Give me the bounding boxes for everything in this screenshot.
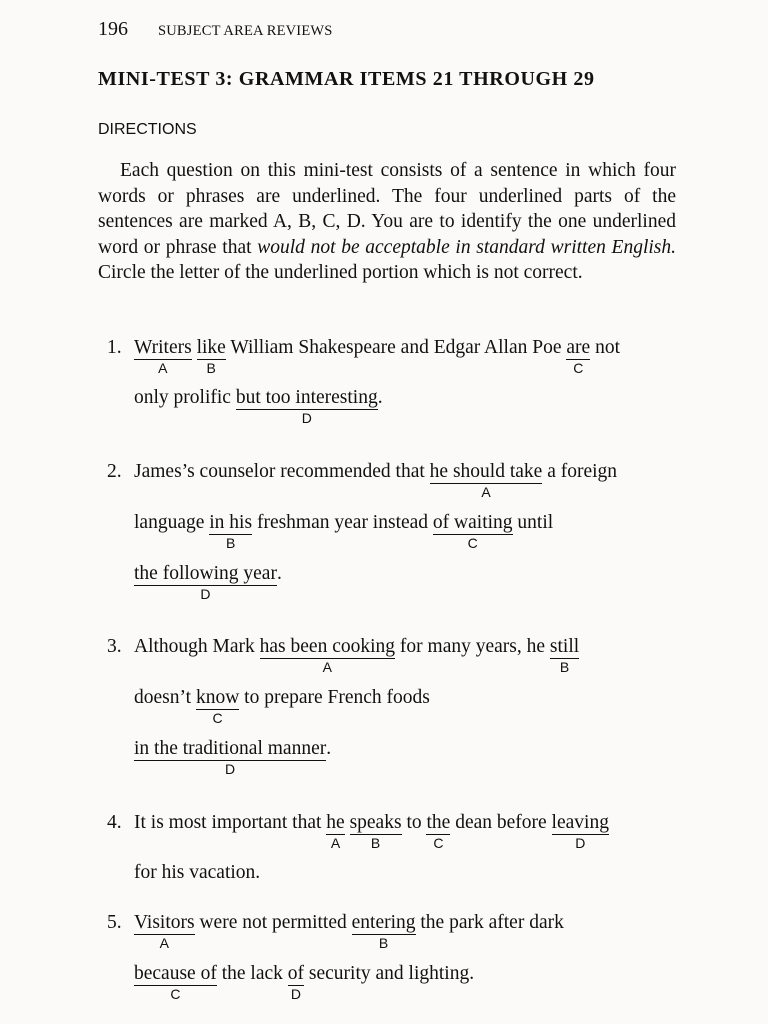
underlined-option-b[interactable]: like B xyxy=(196,337,226,376)
option-letter: D xyxy=(225,761,236,777)
option-letter: B xyxy=(559,659,570,675)
question-line xyxy=(134,738,332,777)
sentence-text: James’s counselor recommended that xyxy=(134,461,430,482)
option-letter: D xyxy=(301,410,312,426)
sentence-text: for his vacation. xyxy=(134,862,261,883)
underlined-option-d[interactable]: but too interesting D xyxy=(235,387,378,426)
directions-label: DIRECTIONS xyxy=(98,121,197,138)
option-letter: A xyxy=(481,484,491,500)
question-number: 5. xyxy=(107,912,122,933)
question-line xyxy=(134,812,609,851)
sentence-text: doesn’t xyxy=(134,687,196,708)
directions-emphasis: would not be acceptable in standard written English. xyxy=(257,236,676,258)
option-letter: B xyxy=(378,935,389,951)
question-line xyxy=(134,636,580,675)
sentence-text: security and lighting. xyxy=(304,963,475,984)
sentence-text: . xyxy=(276,563,282,584)
underlined-option-d[interactable]: the following year D xyxy=(134,563,277,602)
question-line xyxy=(134,461,618,500)
question-number: 4. xyxy=(107,812,122,833)
underlined-option-b[interactable]: speaks B xyxy=(349,812,402,851)
question-number: 1. xyxy=(107,337,122,358)
underlined-option-d[interactable]: leaving D xyxy=(551,812,609,851)
option-letter: B xyxy=(370,835,381,851)
sentence-text: were not permitted xyxy=(194,912,352,933)
question-line xyxy=(134,337,620,376)
sentence-text: a foreign xyxy=(542,461,618,482)
underlined-option-b[interactable]: entering B xyxy=(351,912,416,951)
sentence-text: for many years, he xyxy=(395,636,550,657)
sentence-text: . xyxy=(377,387,383,408)
sentence-text: dean before xyxy=(450,812,552,833)
underlined-option-d[interactable]: of D xyxy=(287,963,305,1002)
option-letter: C xyxy=(212,710,223,726)
sentence-text: William Shakespeare and Edgar Allan Poe xyxy=(225,337,567,358)
underlined-option-c[interactable]: of waiting C xyxy=(432,512,513,551)
sentence-text: freshman year instead xyxy=(252,512,433,533)
question-number: 3. xyxy=(107,636,122,657)
question-line xyxy=(134,912,564,951)
option-letter: C xyxy=(170,986,181,1002)
underlined-option-a[interactable]: Writers A xyxy=(134,337,192,376)
underlined-option-c[interactable]: the C xyxy=(426,812,451,851)
directions-text-2: Circle the letter of the underlined portion which is not correct. xyxy=(98,262,583,283)
sentence-text: Although Mark xyxy=(134,636,260,657)
option-letter: D xyxy=(290,986,301,1002)
option-letter: B xyxy=(206,360,216,376)
option-letter: C xyxy=(467,535,478,551)
question-line xyxy=(134,563,282,602)
sentence-text: only prolific xyxy=(134,387,236,408)
directions-text-1: Each question on this mini-test consists of a sentence in which four words or phrases are underlined. The four underlined parts of the sentences are marked A, B, C, D. You are to identify the one underlined word or phrase that xyxy=(98,160,676,258)
option-letter: A xyxy=(159,935,169,951)
underlined-option-a[interactable]: he should take A xyxy=(429,461,543,500)
option-letter: B xyxy=(226,535,236,551)
option-letter: D xyxy=(200,586,211,602)
section-title: MINI-TEST 3: GRAMMAR ITEMS 21 THROUGH 29 xyxy=(98,68,595,90)
option-letter: D xyxy=(575,835,586,851)
sentence-text: to xyxy=(401,812,427,833)
option-letter: A xyxy=(322,659,333,675)
sentence-text: to prepare French foods xyxy=(239,687,430,708)
question-line xyxy=(134,862,260,884)
question-line xyxy=(134,963,475,1002)
option-letter: A xyxy=(330,835,341,851)
sentence-text: It is most important that xyxy=(134,812,327,833)
running-head: SUBJECT AREA REVIEWS xyxy=(158,23,333,39)
sentence-text: . xyxy=(326,738,332,759)
sentence-text: until xyxy=(512,512,554,533)
underlined-option-c[interactable]: know C xyxy=(195,687,240,726)
underlined-option-c[interactable]: because of C xyxy=(134,963,217,1002)
underlined-option-a[interactable]: Visitors A xyxy=(134,912,195,951)
option-letter: C xyxy=(433,835,444,851)
option-letter: A xyxy=(158,360,168,376)
underlined-option-a[interactable]: has been cooking A xyxy=(259,636,396,675)
underlined-option-c[interactable]: are C xyxy=(566,337,591,376)
page-number: 196 xyxy=(98,18,128,40)
question-number: 2. xyxy=(107,461,122,482)
question-line xyxy=(134,512,554,551)
directions-paragraph xyxy=(98,158,676,286)
sentence-text: the park after dark xyxy=(415,912,564,933)
option-letter: C xyxy=(573,360,584,376)
sentence-text: not xyxy=(590,337,620,358)
question-line xyxy=(134,687,430,726)
underlined-option-a[interactable]: he A xyxy=(326,812,345,851)
page-header xyxy=(98,18,333,41)
question-line xyxy=(134,387,383,426)
sentence-text: language xyxy=(134,512,210,533)
sentence-text: the lack xyxy=(216,963,288,984)
underlined-option-b[interactable]: in his B xyxy=(209,512,253,551)
underlined-option-d[interactable]: in the traditional manner D xyxy=(134,738,327,777)
underlined-option-b[interactable]: still B xyxy=(549,636,580,675)
